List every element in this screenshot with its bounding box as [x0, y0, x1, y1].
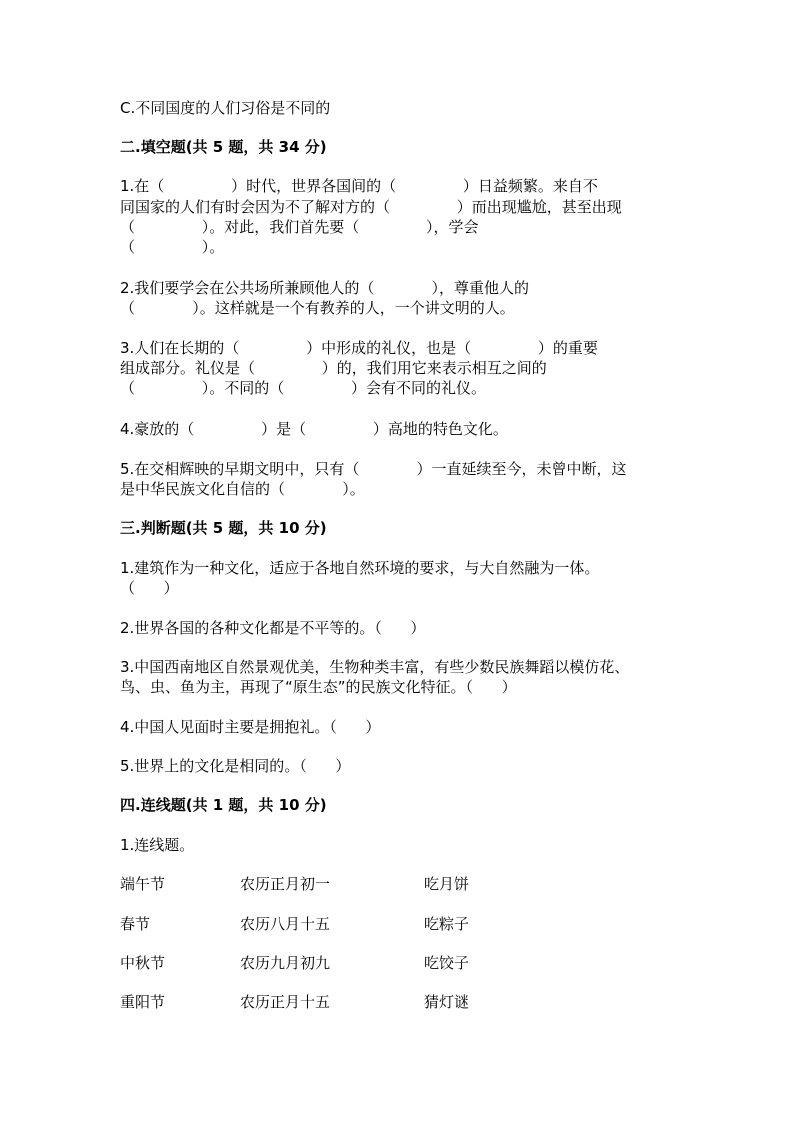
fill-q3-line1: 3.人们在长期的（ ）中形成的礼仪，也是（ ）的重要 — [120, 339, 598, 357]
fill-q1-line2: 同国家的人们有时会因为不了解对方的（ ）而出现尴尬，甚至出现 — [120, 198, 622, 216]
date-cell[interactable]: 农历九月初九 — [240, 954, 331, 972]
judge-q1-line1: 1.建筑作为一种文化，适应于各地自然环境的要求，与大自然融为一体。 — [120, 559, 600, 577]
custom-cell[interactable]: 吃饺子 — [424, 954, 470, 972]
date-cell[interactable]: 农历正月十五 — [240, 993, 331, 1011]
fill-q2-line1: 2.我们要学会在公共场所兼顾他人的（ ），尊重他人的 — [120, 279, 530, 297]
option-c: C.不同国度的人们习俗是不同的 — [120, 99, 331, 117]
judge-q3-line2: 鸟、虫、鱼为主，再现了“原生态”的民族文化特征。（ ） — [120, 678, 517, 696]
date-cell[interactable]: 农历八月十五 — [240, 915, 331, 933]
fill-q4-line1: 4.豪放的（ ）是（ ）高地的特色文化。 — [120, 420, 508, 438]
judge-q4: 4.中国人见面时主要是拥抱礼。（ ） — [120, 718, 381, 736]
custom-cell[interactable]: 吃月饼 — [424, 875, 470, 893]
fill-q2-line2: （ ）。这样就是一个有教养的人，一个讲文明的人。 — [120, 299, 515, 317]
festival-cell[interactable]: 春节 — [120, 915, 151, 933]
fill-q1-line1: 1.在（ ）时代，世界各国间的（ ）日益频繁。来自不 — [120, 177, 598, 195]
judge-q5: 5.世界上的文化是相同的。（ ） — [120, 757, 351, 775]
match-q1: 1.连线题。 — [120, 836, 195, 854]
fill-q1-line3: （ ）。对此，我们首先要（ ），学会 — [120, 218, 479, 236]
fill-q5-line2: 是中华民族文化自信的（ ）。 — [120, 480, 365, 498]
custom-cell[interactable]: 猜灯谜 — [424, 993, 470, 1011]
festival-cell[interactable]: 重阳节 — [120, 993, 166, 1011]
festival-cell[interactable]: 端午节 — [120, 875, 166, 893]
section-title-judge: 三.判断题(共 5 题，共 10 分) — [120, 519, 327, 537]
section-title-fill: 二.填空题(共 5 题，共 34 分) — [120, 138, 327, 156]
fill-q1-line4: （ ）。 — [120, 238, 225, 256]
festival-cell[interactable]: 中秋节 — [120, 954, 166, 972]
judge-q2: 2.世界各国的各种文化都是不平等的。（ ） — [120, 619, 426, 637]
judge-q3-line1: 3.中国西南地区自然景观优美，生物种类丰富，有些少数民族舞蹈以模仿花、 — [120, 658, 630, 676]
custom-cell[interactable]: 吃粽子 — [424, 915, 470, 933]
judge-q1-line2: （ ） — [120, 579, 179, 597]
date-cell[interactable]: 农历正月初一 — [240, 875, 331, 893]
section-title-match: 四.连线题(共 1 题，共 10 分) — [120, 796, 327, 814]
fill-q5-line1: 5.在交相辉映的早期文明中，只有（ ）一直延续至今，未曾中断，这 — [120, 460, 627, 478]
fill-q3-line2: 组成部分。礼仪是（ ）的，我们用它来表示相互之间的 — [120, 359, 547, 377]
fill-q3-line3: （ ）。不同的（ ）会有不同的礼仪。 — [120, 379, 487, 397]
